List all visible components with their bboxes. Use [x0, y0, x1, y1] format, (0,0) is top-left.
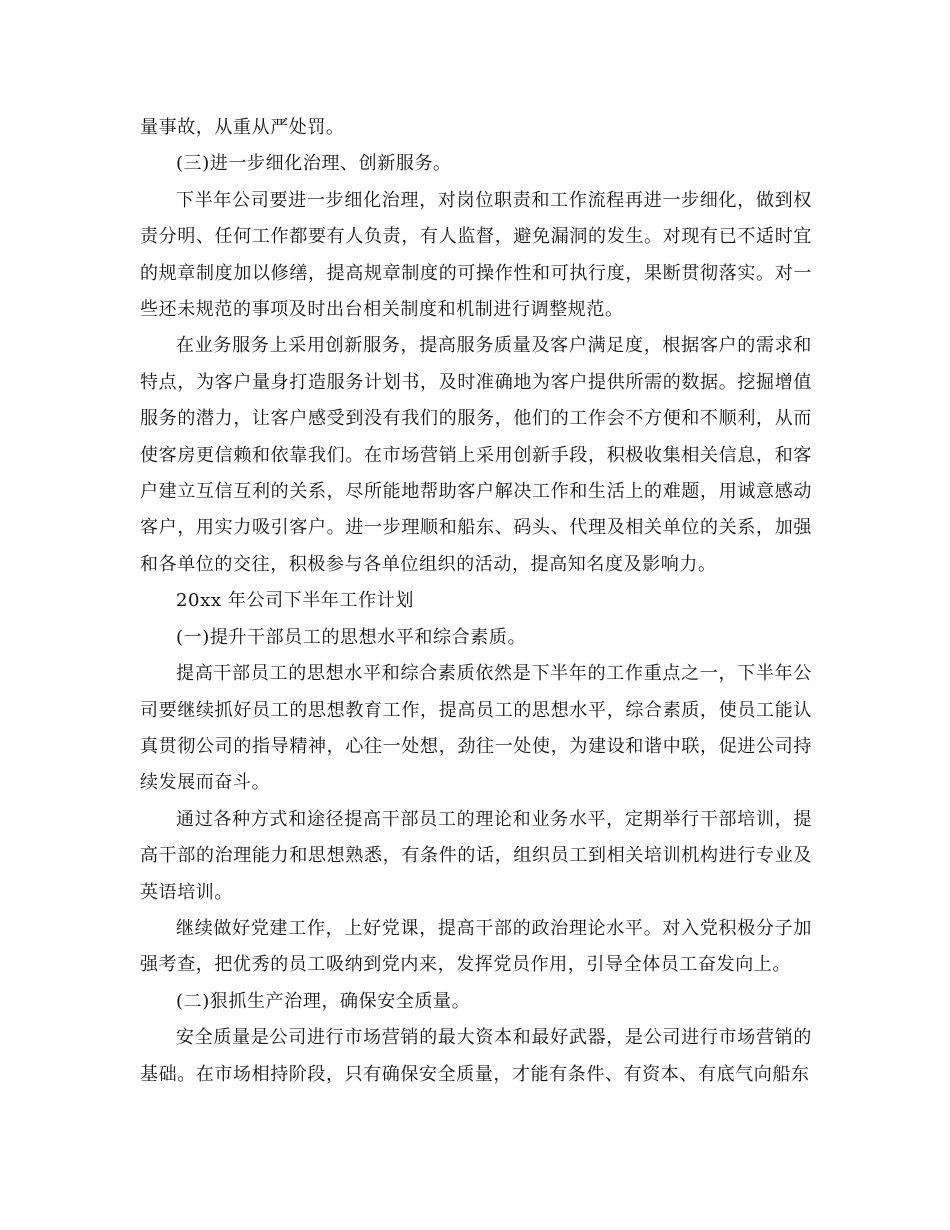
section-heading-1: (一)提升干部员工的思想水平和综合素质。 — [176, 626, 527, 648]
plan-title: 20xx 年公司下半年工作计划 — [176, 590, 414, 612]
paragraph-continuation: 量事故，从重从严处罚。 — [140, 117, 345, 138]
section-heading-3: (三)进一步细化治理、创新服务。 — [176, 153, 452, 175]
paragraph: 安全质量是公司进行市场营销的最大资本和最好武器，是公司进行市场营销的基础。在市场相持阶段，只有确保安全质量，才能有条件、有资本、有底气向船东 — [140, 1027, 812, 1085]
paragraph: 在业务服务上采用创新服务，提高服务质量及客户满足度，根据客户的需求和特点，为客户量身打造服务计划书，及时准确地为客户提供所需的数据。挖掘增值服务的潜力，让客户感受到没有我们的服务，他们的工作会不方便和不顺利，从而使客房更信赖和依靠我们。在市场营销上采用创新手段，积极收集相关信息，和客户建立互信互利的关系，尽所能地帮助客户解决工作和生活上的难题，用诚意感动客户，用实力吸引客户。进一步理顺和船东、码头、代理及相关单位的关系，加强和各单位的交往，积极参与各单位组织的活动，提高知名度及影响力。 — [140, 335, 812, 575]
paragraph: 下半年公司要进一步细化治理，对岗位职责和工作流程再进一步细化，做到权责分明、任何工作都要有人负责，有人监督，避免漏洞的发生。对现有已不适时宜的规章制度加以修缮，提高规章制度的可操作性和可执行度，果断贯彻落实。对一些还未规范的事项及时出台相关制度和机制进行调整规范。 — [140, 189, 812, 321]
paragraph: 继续做好党建工作，上好党课，提高干部的政治理论水平。对入党积极分子加强考查，把优秀的员工吸纳到党内来，发挥党员作用，引导全体员工奋发向上。 — [140, 917, 812, 976]
section-heading-2: (二)狠抓生产治理，确保安全质量。 — [176, 990, 471, 1012]
document-page — [140, 110, 812, 1093]
paragraph: 通过各种方式和途径提高干部员工的理论和业务水平，定期举行干部培训，提高干部的治理能力和思想熟悉，有条件的话，组织员工到相关培训机构进行专业及英语培训。 — [140, 808, 812, 903]
paragraph: 提高干部员工的思想水平和综合素质依然是下半年的工作重点之一，下半年公司要继续抓好员工的思想教育工作，提高员工的思想水平，综合素质，使员工能认真贯彻公司的指导精神，心往一处想，劲往一处使，为建设和谐中联，促进公司持续发展而奋斗。 — [140, 663, 812, 794]
